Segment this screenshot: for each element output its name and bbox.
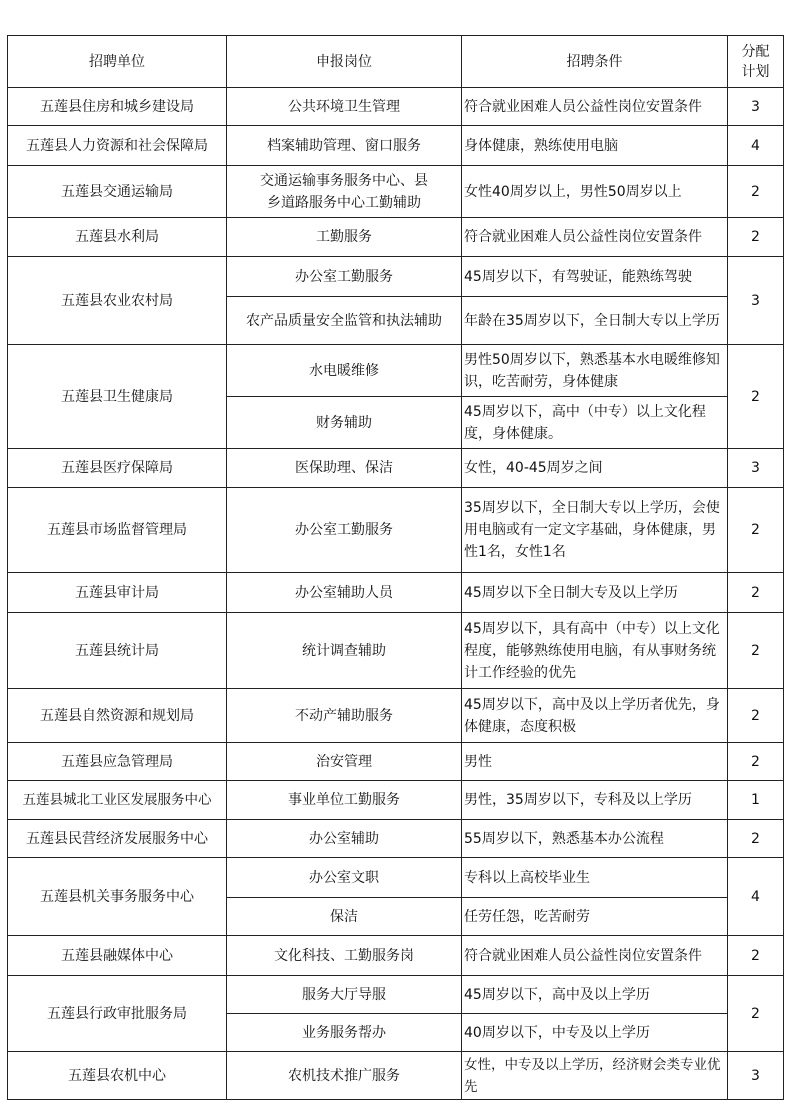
table-row: [8, 126, 784, 166]
plan-cell: 3: [728, 1052, 784, 1100]
post-cell: 服务大厅导服: [227, 976, 462, 1014]
table-row: [8, 218, 784, 257]
unit-cell: 五莲县住房和城乡建设局: [8, 88, 227, 126]
table-row: [8, 573, 784, 613]
condition-cell: 45周岁以下，高中及以上学历: [462, 976, 728, 1014]
header-unit: 招聘单位: [8, 36, 227, 88]
post-cell: 公共环境卫生管理: [227, 88, 462, 126]
post-cell: 办公室工勤服务: [227, 488, 462, 573]
unit-cell: 五莲县农业农村局: [8, 257, 227, 345]
condition-cell: 男性50周岁以下，熟悉基本水电暖维修知识，吃苦耐劳，身体健康: [462, 345, 728, 397]
post-cell: 不动产辅助服务: [227, 689, 462, 743]
plan-cell: 4: [728, 858, 784, 936]
unit-cell: 五莲县审计局: [8, 573, 227, 613]
condition-cell: 女性40周岁以上，男性50周岁以上: [462, 166, 728, 218]
unit-cell: 五莲县应急管理局: [8, 743, 227, 781]
unit-cell: 五莲县民营经济发展服务中心: [8, 820, 227, 858]
plan-cell: 4: [728, 126, 784, 166]
header-plan: [728, 36, 784, 88]
post-cell: 办公室文职: [227, 858, 462, 898]
condition-cell: 女性，40-45周岁之间: [462, 449, 728, 488]
table-row: [8, 743, 784, 781]
header-plan-line1: 分配: [741, 43, 770, 60]
unit-cell: 五莲县市场监督管理局: [8, 488, 227, 573]
post-cell: 保洁: [227, 898, 462, 936]
plan-cell: 3: [728, 88, 784, 126]
condition-cell: 年龄在35周岁以下，全日制大专以上学历: [462, 297, 728, 345]
post-cell: 办公室辅助: [227, 820, 462, 858]
post-cell: 农机技术推广服务: [227, 1052, 462, 1100]
plan-cell: 2: [728, 613, 784, 689]
header-post: 申报岗位: [227, 36, 462, 88]
unit-cell: 五莲县行政审批服务局: [8, 976, 227, 1052]
table-row: [8, 88, 784, 126]
plan-cell: 2: [728, 488, 784, 573]
unit-cell: 五莲县人力资源和社会保障局: [8, 126, 227, 166]
plan-cell: 2: [728, 743, 784, 781]
unit-cell: 五莲县农机中心: [8, 1052, 227, 1100]
condition-cell: 55周岁以下，熟悉基本办公流程: [462, 820, 728, 858]
plan-cell: 2: [728, 573, 784, 613]
header-condition: 招聘条件: [462, 36, 728, 88]
post-cell: 事业单位工勤服务: [227, 781, 462, 820]
post-cell: 农产品质量安全监管和执法辅助: [227, 297, 462, 345]
condition-cell: 男性: [462, 743, 728, 781]
unit-cell: 五莲县统计局: [8, 613, 227, 689]
header-plan-line2: 计划: [741, 63, 770, 80]
post-cell: 统计调查辅助: [227, 613, 462, 689]
condition-cell: 符合就业困难人员公益性岗位安置条件: [462, 936, 728, 976]
plan-cell: 2: [728, 976, 784, 1052]
plan-cell: 2: [728, 936, 784, 976]
recruitment-table: [7, 35, 784, 1100]
post-cell: 水电暖维修: [227, 345, 462, 397]
table-row: [8, 345, 784, 397]
condition-cell: 45周岁以下，具有高中（中专）以上文化程度，能够熟练使用电脑，有从事财务统计工作经验的优先: [462, 613, 728, 689]
post-cell: 工勤服务: [227, 218, 462, 257]
post-cell: 财务辅助: [227, 397, 462, 449]
post-cell: 交通运输事务服务中心、县乡道路服务中心工勤辅助: [227, 166, 462, 218]
plan-cell: 2: [728, 820, 784, 858]
condition-cell: 35周岁以下，全日制大专以上学历，会使用电脑或有一定文字基础，身体健康，男性1名，女性1名: [462, 488, 728, 573]
post-cell: 办公室辅助人员: [227, 573, 462, 613]
header-row: [8, 36, 784, 88]
condition-cell: 身体健康，熟练使用电脑: [462, 126, 728, 166]
condition-cell: 女性，中专及以上学历，经济财会类专业优先: [462, 1052, 728, 1100]
table-row: [8, 488, 784, 573]
table-row: [8, 976, 784, 1014]
unit-cell: 五莲县自然资源和规划局: [8, 689, 227, 743]
unit-cell: 五莲县水利局: [8, 218, 227, 257]
condition-cell: 45周岁以下，有驾驶证，能熟练驾驶: [462, 257, 728, 297]
condition-cell: 45周岁以下全日制大专及以上学历: [462, 573, 728, 613]
table-row: [8, 936, 784, 976]
post-cell: 治安管理: [227, 743, 462, 781]
post-cell: 办公室工勤服务: [227, 257, 462, 297]
plan-cell: 2: [728, 345, 784, 449]
condition-cell: 45周岁以下，高中（中专）以上文化程度，身体健康。: [462, 397, 728, 449]
post-cell: 业务服务帮办: [227, 1014, 462, 1052]
table-row: [8, 1052, 784, 1100]
post-cell: 医保助理、保洁: [227, 449, 462, 488]
condition-cell: 40周岁以下，中专及以上学历: [462, 1014, 728, 1052]
unit-cell: 五莲县城北工业区发展服务中心: [8, 781, 227, 820]
condition-cell: 45周岁以下，高中及以上学历者优先，身体健康，态度积极: [462, 689, 728, 743]
table-row: [8, 858, 784, 898]
post-cell: 档案辅助管理、窗口服务: [227, 126, 462, 166]
unit-cell: 五莲县交通运输局: [8, 166, 227, 218]
table-row: [8, 166, 784, 218]
plan-cell: 3: [728, 449, 784, 488]
condition-cell: 专科以上高校毕业生: [462, 858, 728, 898]
table-row: [8, 449, 784, 488]
condition-cell: 符合就业困难人员公益性岗位安置条件: [462, 218, 728, 257]
unit-cell: 五莲县医疗保障局: [8, 449, 227, 488]
table-row: [8, 613, 784, 689]
condition-cell: 任劳任怨，吃苦耐劳: [462, 898, 728, 936]
table-row: [8, 781, 784, 820]
unit-cell: 五莲县机关事务服务中心: [8, 858, 227, 936]
condition-cell: 符合就业困难人员公益性岗位安置条件: [462, 88, 728, 126]
post-cell: 文化科技、工勤服务岗: [227, 936, 462, 976]
table-row: [8, 257, 784, 297]
table-row: [8, 820, 784, 858]
condition-cell: 男性，35周岁以下，专科及以上学历: [462, 781, 728, 820]
unit-cell: 五莲县融媒体中心: [8, 936, 227, 976]
plan-cell: 2: [728, 218, 784, 257]
plan-cell: 3: [728, 257, 784, 345]
plan-cell: 2: [728, 689, 784, 743]
unit-cell: 五莲县卫生健康局: [8, 345, 227, 449]
plan-cell: 2: [728, 166, 784, 218]
plan-cell: 1: [728, 781, 784, 820]
table-row: [8, 689, 784, 743]
